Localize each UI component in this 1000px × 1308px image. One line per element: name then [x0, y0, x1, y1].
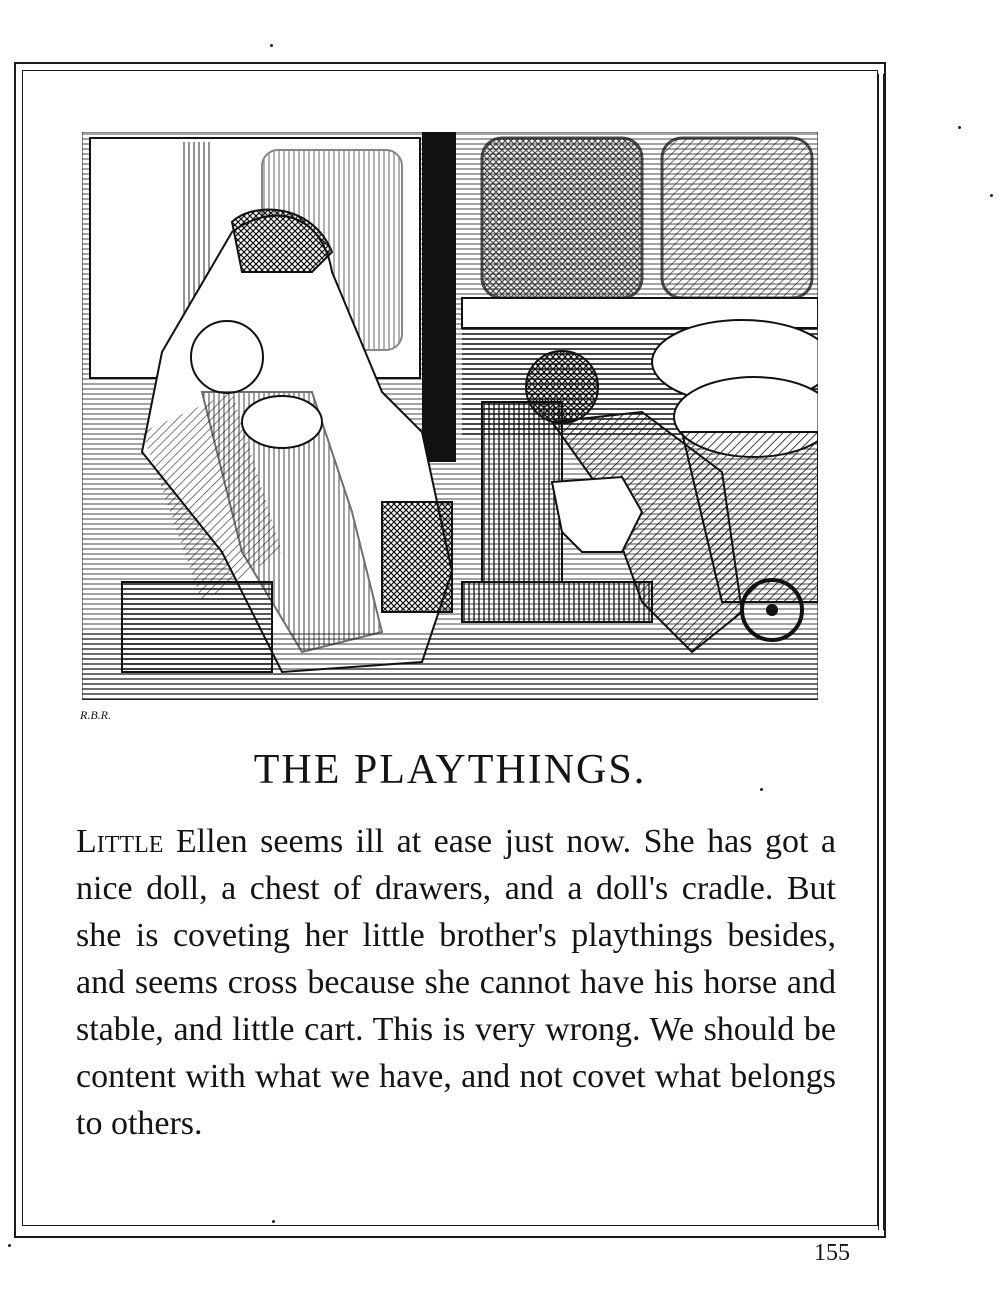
print-speck: [8, 1244, 11, 1247]
artist-signature: R.B.R.: [80, 708, 111, 722]
window-panel-left: [482, 138, 642, 298]
doll-cradle: [382, 502, 452, 612]
print-speck: [990, 194, 993, 197]
print-speck: [760, 788, 763, 791]
print-speck: [270, 44, 273, 47]
dark-pillar: [422, 132, 456, 462]
print-speck: [272, 1220, 275, 1223]
girl-head: [191, 321, 263, 393]
doll: [242, 396, 322, 448]
page-title: THE PLAYTHINGS.: [253, 747, 647, 793]
engraving-illustration: [82, 132, 818, 700]
body-text: Ellen seems ill at ease just now. She has got a nice doll, a chest of drawers, and a doll's cradle. But she is coveting her little brother's playthings besides, and seems cross because she cannot have his horse and stable, and little cart. This is very wrong. We should be content with what we have, and not covet what belongs to others.: [76, 823, 836, 1142]
print-speck: [958, 126, 961, 129]
lead-word-smallcaps: Little: [76, 823, 164, 860]
body-paragraph: [76, 818, 836, 1147]
toy-stable: [482, 402, 562, 582]
floor: [82, 632, 818, 700]
window-panel-right: [662, 138, 812, 298]
page-number: 155: [814, 1240, 850, 1266]
footstool: [462, 582, 652, 622]
right-double-rule: [878, 74, 884, 1230]
